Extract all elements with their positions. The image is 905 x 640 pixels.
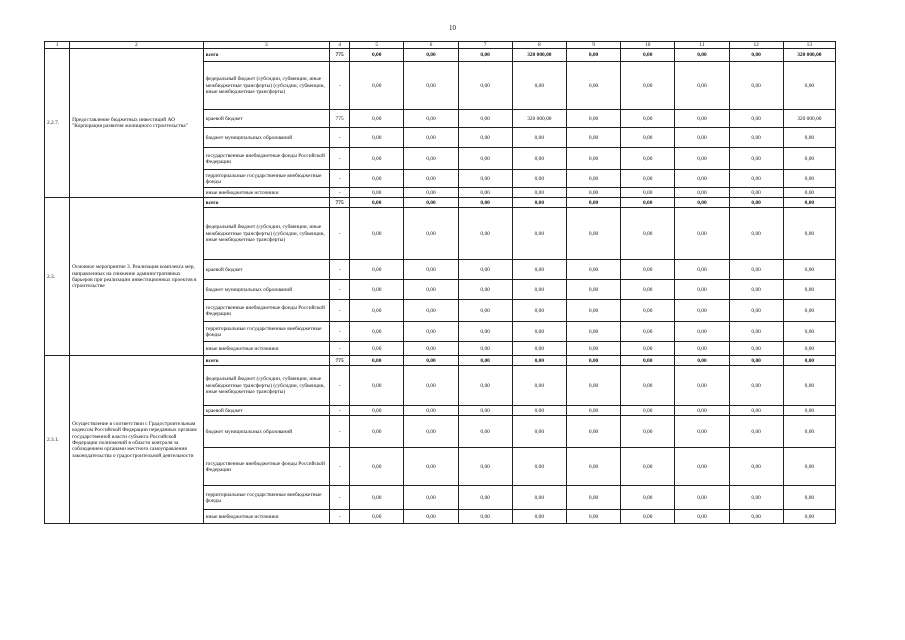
amount-cell: 0,00 bbox=[675, 260, 729, 280]
amount-cell: 0,00 bbox=[783, 148, 835, 170]
amount-cell: 0,00 bbox=[350, 110, 404, 128]
funding-source-label: федеральный бюджет (субсидии, субвенции, иные межбюджетные трансферты) (субсидии, субвенции, иные межбюджетные трансферты) bbox=[203, 62, 329, 110]
funding-source-label: всего bbox=[203, 198, 329, 208]
amount-cell: 0,00 bbox=[404, 188, 458, 198]
amount-cell: 0,00 bbox=[350, 148, 404, 170]
grbs-code-cell: 775 bbox=[330, 49, 350, 62]
amount-cell: 0,00 bbox=[512, 280, 566, 300]
amount-cell: 0,00 bbox=[675, 280, 729, 300]
amount-cell: 0,00 bbox=[458, 128, 512, 148]
amount-cell: 0,00 bbox=[675, 406, 729, 416]
amount-cell: 0,00 bbox=[512, 510, 566, 524]
amount-cell: 0,00 bbox=[512, 356, 566, 366]
budget-table bbox=[44, 41, 836, 524]
amount-cell: 0,00 bbox=[675, 322, 729, 342]
amount-cell: 0,00 bbox=[566, 128, 620, 148]
amount-cell: 0,00 bbox=[783, 416, 835, 448]
amount-cell: 0,00 bbox=[783, 322, 835, 342]
amount-cell: 0,00 bbox=[350, 486, 404, 510]
amount-cell: 0,00 bbox=[512, 366, 566, 406]
amount-cell: 0,00 bbox=[621, 366, 675, 406]
amount-cell: 0,00 bbox=[621, 208, 675, 260]
amount-cell: 0,00 bbox=[404, 280, 458, 300]
column-header: 1 bbox=[45, 42, 70, 49]
amount-cell: 0,00 bbox=[729, 110, 783, 128]
grbs-code-cell: 775 bbox=[330, 198, 350, 208]
amount-cell: 0,00 bbox=[729, 208, 783, 260]
amount-cell: 0,00 bbox=[566, 260, 620, 280]
table-body bbox=[45, 42, 836, 524]
amount-cell: 0,00 bbox=[729, 356, 783, 366]
amount-cell: 0,00 bbox=[783, 406, 835, 416]
amount-cell: 0,00 bbox=[458, 198, 512, 208]
column-header: 13 bbox=[783, 42, 835, 49]
amount-cell: 0,00 bbox=[783, 188, 835, 198]
amount-cell: 0,00 bbox=[404, 49, 458, 62]
amount-cell: 0,00 bbox=[729, 280, 783, 300]
amount-cell: 0,00 bbox=[729, 366, 783, 406]
funding-source-label: краевой бюджет bbox=[203, 406, 329, 416]
amount-cell: 0,00 bbox=[404, 62, 458, 110]
measure-name: Осуществление в соответствии с Градостроительным кодексом Российской Федерации переданных органам государственной власти субъекта Российской Федерации полномочий в области контроля за соблюдением органами местного самоуправления законодательства о градостроительной деятельности bbox=[70, 356, 204, 524]
funding-source-label: иные внебюджетные источники bbox=[203, 342, 329, 356]
amount-cell: 0,00 bbox=[458, 406, 512, 416]
amount-cell: 0,00 bbox=[350, 188, 404, 198]
amount-cell: 0,00 bbox=[783, 486, 835, 510]
amount-cell: 0,00 bbox=[729, 510, 783, 524]
amount-cell: 0,00 bbox=[350, 198, 404, 208]
amount-cell: 0,00 bbox=[404, 510, 458, 524]
grbs-code-cell: - bbox=[330, 448, 350, 486]
column-header: 9 bbox=[566, 42, 620, 49]
column-header: 4 bbox=[330, 42, 350, 49]
column-header: 11 bbox=[675, 42, 729, 49]
amount-cell: 0,00 bbox=[458, 188, 512, 198]
amount-cell: 0,00 bbox=[512, 170, 566, 188]
grbs-code-cell: - bbox=[330, 260, 350, 280]
amount-cell: 0,00 bbox=[512, 188, 566, 198]
amount-cell: 0,00 bbox=[404, 486, 458, 510]
amount-cell: 0,00 bbox=[566, 208, 620, 260]
funding-source-label: федеральный бюджет (субсидии, субвенции, иные межбюджетные трансферты) (субсидии, субвенции, иные межбюджетные трансферты) bbox=[203, 208, 329, 260]
page-number: 10 bbox=[449, 24, 456, 32]
grbs-code-cell: - bbox=[330, 366, 350, 406]
amount-cell: 0,00 bbox=[350, 280, 404, 300]
grbs-code-cell: - bbox=[330, 62, 350, 110]
amount-cell: 0,00 bbox=[404, 416, 458, 448]
amount-cell: 0,00 bbox=[512, 148, 566, 170]
row-code: 2.2.7. bbox=[45, 49, 70, 198]
amount-cell: 320 000,00 bbox=[783, 49, 835, 62]
column-header: 8 bbox=[512, 42, 566, 49]
amount-cell: 0,00 bbox=[621, 198, 675, 208]
amount-cell: 0,00 bbox=[350, 510, 404, 524]
amount-cell: 0,00 bbox=[675, 170, 729, 188]
column-header-row bbox=[45, 42, 836, 49]
amount-cell: 0,00 bbox=[458, 448, 512, 486]
amount-cell: 0,00 bbox=[458, 110, 512, 128]
table-row bbox=[45, 49, 836, 62]
amount-cell: 0,00 bbox=[350, 128, 404, 148]
grbs-code-cell: 775 bbox=[330, 110, 350, 128]
amount-cell: 0,00 bbox=[729, 49, 783, 62]
amount-cell: 0,00 bbox=[675, 366, 729, 406]
amount-cell: 0,00 bbox=[350, 342, 404, 356]
amount-cell: 0,00 bbox=[350, 416, 404, 448]
amount-cell: 0,00 bbox=[621, 342, 675, 356]
amount-cell: 0,00 bbox=[404, 448, 458, 486]
column-header: 10 bbox=[621, 42, 675, 49]
amount-cell: 0,00 bbox=[675, 448, 729, 486]
funding-source-label: государственные внебюджетные фонды Российской Федерации bbox=[203, 448, 329, 486]
amount-cell: 0,00 bbox=[512, 416, 566, 448]
amount-cell: 0,00 bbox=[458, 62, 512, 110]
grbs-code-cell: - bbox=[330, 148, 350, 170]
amount-cell: 0,00 bbox=[458, 260, 512, 280]
amount-cell: 0,00 bbox=[512, 300, 566, 322]
amount-cell: 0,00 bbox=[729, 128, 783, 148]
amount-cell: 0,00 bbox=[675, 148, 729, 170]
funding-source-label: территориальные государственные внебюджетные фонды bbox=[203, 322, 329, 342]
amount-cell: 0,00 bbox=[621, 128, 675, 148]
amount-cell: 0,00 bbox=[729, 406, 783, 416]
column-header: 12 bbox=[729, 42, 783, 49]
funding-source-label: государственные внебюджетные фонды Российской Федерации bbox=[203, 148, 329, 170]
funding-source-label: бюджет муниципальных образований bbox=[203, 280, 329, 300]
amount-cell: 0,00 bbox=[566, 280, 620, 300]
amount-cell: 0,00 bbox=[729, 416, 783, 448]
funding-source-label: государственные внебюджетные фонды Российской Федерации bbox=[203, 300, 329, 322]
column-header: 2 bbox=[70, 42, 204, 49]
amount-cell: 0,00 bbox=[621, 416, 675, 448]
amount-cell: 0,00 bbox=[404, 198, 458, 208]
amount-cell: 0,00 bbox=[404, 322, 458, 342]
amount-cell: 0,00 bbox=[621, 486, 675, 510]
amount-cell: 0,00 bbox=[783, 128, 835, 148]
amount-cell: 0,00 bbox=[621, 300, 675, 322]
amount-cell: 0,00 bbox=[458, 416, 512, 448]
amount-cell: 0,00 bbox=[350, 170, 404, 188]
amount-cell: 0,00 bbox=[729, 62, 783, 110]
grbs-code-cell: - bbox=[330, 128, 350, 148]
amount-cell: 0,00 bbox=[566, 448, 620, 486]
amount-cell: 0,00 bbox=[404, 148, 458, 170]
amount-cell: 0,00 bbox=[458, 300, 512, 322]
amount-cell: 0,00 bbox=[404, 356, 458, 366]
column-header: 7 bbox=[458, 42, 512, 49]
amount-cell: 0,00 bbox=[675, 300, 729, 322]
amount-cell: 0,00 bbox=[512, 208, 566, 260]
amount-cell: 0,00 bbox=[512, 62, 566, 110]
amount-cell: 0,00 bbox=[566, 366, 620, 406]
column-header: 5 bbox=[350, 42, 404, 49]
amount-cell: 320 000,00 bbox=[783, 110, 835, 128]
amount-cell: 0,00 bbox=[621, 188, 675, 198]
amount-cell: 0,00 bbox=[675, 110, 729, 128]
amount-cell: 0,00 bbox=[621, 322, 675, 342]
amount-cell: 0,00 bbox=[566, 170, 620, 188]
amount-cell: 0,00 bbox=[783, 170, 835, 188]
amount-cell: 0,00 bbox=[404, 128, 458, 148]
grbs-code-cell: - bbox=[330, 510, 350, 524]
amount-cell: 0,00 bbox=[675, 128, 729, 148]
amount-cell: 0,00 bbox=[729, 322, 783, 342]
amount-cell: 0,00 bbox=[512, 128, 566, 148]
amount-cell: 0,00 bbox=[675, 416, 729, 448]
funding-source-label: бюджет муниципальных образований bbox=[203, 416, 329, 448]
amount-cell: 0,00 bbox=[512, 322, 566, 342]
amount-cell: 0,00 bbox=[729, 448, 783, 486]
amount-cell: 0,00 bbox=[566, 198, 620, 208]
amount-cell: 0,00 bbox=[404, 300, 458, 322]
amount-cell: 0,00 bbox=[621, 260, 675, 280]
amount-cell: 0,00 bbox=[566, 406, 620, 416]
amount-cell: 0,00 bbox=[783, 62, 835, 110]
amount-cell: 0,00 bbox=[675, 486, 729, 510]
funding-source-label: федеральный бюджет (субсидии, субвенции, иные межбюджетные трансферты) (субсидии, субвенции, иные межбюджетные трансферты) bbox=[203, 366, 329, 406]
amount-cell: 0,00 bbox=[512, 406, 566, 416]
amount-cell: 0,00 bbox=[783, 366, 835, 406]
amount-cell: 0,00 bbox=[566, 322, 620, 342]
amount-cell: 0,00 bbox=[621, 448, 675, 486]
amount-cell: 0,00 bbox=[566, 300, 620, 322]
amount-cell: 0,00 bbox=[729, 188, 783, 198]
grbs-code-cell: - bbox=[330, 416, 350, 448]
amount-cell: 0,00 bbox=[566, 416, 620, 448]
amount-cell: 0,00 bbox=[458, 208, 512, 260]
amount-cell: 0,00 bbox=[512, 448, 566, 486]
amount-cell: 0,00 bbox=[350, 62, 404, 110]
funding-source-label: всего bbox=[203, 356, 329, 366]
amount-cell: 0,00 bbox=[566, 148, 620, 170]
grbs-code-cell: - bbox=[330, 342, 350, 356]
amount-cell: 0,00 bbox=[729, 342, 783, 356]
amount-cell: 0,00 bbox=[350, 300, 404, 322]
funding-source-label: краевой бюджет bbox=[203, 110, 329, 128]
amount-cell: 0,00 bbox=[458, 49, 512, 62]
amount-cell: 0,00 bbox=[675, 49, 729, 62]
amount-cell: 0,00 bbox=[566, 342, 620, 356]
amount-cell: 0,00 bbox=[566, 62, 620, 110]
measure-name: Основное мероприятие 3. Реализация комплекса мер, направленных на снижение административных барьеров при реализации инвестиционных проектов в строительстве bbox=[70, 198, 204, 356]
amount-cell: 320 000,00 bbox=[512, 110, 566, 128]
funding-source-label: бюджет муниципальных образований bbox=[203, 128, 329, 148]
amount-cell: 0,00 bbox=[458, 322, 512, 342]
amount-cell: 0,00 bbox=[350, 49, 404, 62]
amount-cell: 0,00 bbox=[404, 208, 458, 260]
table-row bbox=[45, 198, 836, 208]
amount-cell: 0,00 bbox=[729, 260, 783, 280]
funding-source-label: иные внебюджетные источники bbox=[203, 510, 329, 524]
amount-cell: 0,00 bbox=[350, 366, 404, 406]
amount-cell: 0,00 bbox=[621, 62, 675, 110]
row-code: 2.3. bbox=[45, 198, 70, 356]
amount-cell: 0,00 bbox=[675, 198, 729, 208]
amount-cell: 0,00 bbox=[783, 356, 835, 366]
amount-cell: 0,00 bbox=[783, 260, 835, 280]
amount-cell: 0,00 bbox=[350, 208, 404, 260]
amount-cell: 0,00 bbox=[458, 366, 512, 406]
amount-cell: 0,00 bbox=[621, 280, 675, 300]
funding-source-label: иные внебюджетные источники bbox=[203, 188, 329, 198]
funding-source-label: территориальные государственные внебюджетные фонды bbox=[203, 486, 329, 510]
amount-cell: 0,00 bbox=[783, 208, 835, 260]
amount-cell: 320 000,00 bbox=[512, 49, 566, 62]
amount-cell: 0,00 bbox=[783, 300, 835, 322]
amount-cell: 0,00 bbox=[783, 342, 835, 356]
amount-cell: 0,00 bbox=[458, 170, 512, 188]
amount-cell: 0,00 bbox=[621, 406, 675, 416]
amount-cell: 0,00 bbox=[675, 208, 729, 260]
amount-cell: 0,00 bbox=[404, 110, 458, 128]
amount-cell: 0,00 bbox=[512, 342, 566, 356]
amount-cell: 0,00 bbox=[566, 486, 620, 510]
amount-cell: 0,00 bbox=[512, 198, 566, 208]
amount-cell: 0,00 bbox=[566, 356, 620, 366]
amount-cell: 0,00 bbox=[783, 448, 835, 486]
grbs-code-cell: - bbox=[330, 208, 350, 260]
amount-cell: 0,00 bbox=[566, 510, 620, 524]
grbs-code-cell: - bbox=[330, 300, 350, 322]
amount-cell: 0,00 bbox=[783, 510, 835, 524]
amount-cell: 0,00 bbox=[404, 406, 458, 416]
amount-cell: 0,00 bbox=[783, 280, 835, 300]
amount-cell: 0,00 bbox=[350, 322, 404, 342]
amount-cell: 0,00 bbox=[729, 486, 783, 510]
amount-cell: 0,00 bbox=[350, 260, 404, 280]
amount-cell: 0,00 bbox=[621, 170, 675, 188]
funding-source-label: всего bbox=[203, 49, 329, 62]
amount-cell: 0,00 bbox=[675, 356, 729, 366]
grbs-code-cell: - bbox=[330, 188, 350, 198]
row-code: 2.3.1. bbox=[45, 356, 70, 524]
amount-cell: 0,00 bbox=[621, 110, 675, 128]
funding-source-label: краевой бюджет bbox=[203, 260, 329, 280]
table-row bbox=[45, 356, 836, 366]
amount-cell: 0,00 bbox=[729, 300, 783, 322]
amount-cell: 0,00 bbox=[404, 260, 458, 280]
amount-cell: 0,00 bbox=[675, 342, 729, 356]
amount-cell: 0,00 bbox=[621, 148, 675, 170]
amount-cell: 0,00 bbox=[404, 366, 458, 406]
grbs-code-cell: - bbox=[330, 322, 350, 342]
column-header: 6 bbox=[404, 42, 458, 49]
amount-cell: 0,00 bbox=[458, 510, 512, 524]
amount-cell: 0,00 bbox=[512, 260, 566, 280]
amount-cell: 0,00 bbox=[566, 110, 620, 128]
amount-cell: 0,00 bbox=[458, 356, 512, 366]
amount-cell: 0,00 bbox=[350, 356, 404, 366]
amount-cell: 0,00 bbox=[512, 486, 566, 510]
amount-cell: 0,00 bbox=[458, 486, 512, 510]
amount-cell: 0,00 bbox=[729, 198, 783, 208]
amount-cell: 0,00 bbox=[350, 406, 404, 416]
grbs-code-cell: 775 bbox=[330, 356, 350, 366]
amount-cell: 0,00 bbox=[458, 280, 512, 300]
amount-cell: 0,00 bbox=[566, 188, 620, 198]
amount-cell: 0,00 bbox=[458, 342, 512, 356]
grbs-code-cell: - bbox=[330, 280, 350, 300]
amount-cell: 0,00 bbox=[675, 510, 729, 524]
amount-cell: 0,00 bbox=[783, 198, 835, 208]
column-header: 3 bbox=[203, 42, 329, 49]
amount-cell: 0,00 bbox=[675, 188, 729, 198]
amount-cell: 0,00 bbox=[621, 510, 675, 524]
amount-cell: 0,00 bbox=[621, 49, 675, 62]
amount-cell: 0,00 bbox=[621, 356, 675, 366]
funding-source-label: территориальные государственные внебюджетные фонды bbox=[203, 170, 329, 188]
measure-name: Предоставление бюджетных инвестиций АО "Корпорация развития жилищного строительства" bbox=[70, 49, 204, 198]
amount-cell: 0,00 bbox=[566, 49, 620, 62]
grbs-code-cell: - bbox=[330, 486, 350, 510]
amount-cell: 0,00 bbox=[458, 148, 512, 170]
amount-cell: 0,00 bbox=[729, 148, 783, 170]
grbs-code-cell: - bbox=[330, 170, 350, 188]
amount-cell: 0,00 bbox=[729, 170, 783, 188]
amount-cell: 0,00 bbox=[404, 170, 458, 188]
amount-cell: 0,00 bbox=[404, 342, 458, 356]
grbs-code-cell: - bbox=[330, 406, 350, 416]
amount-cell: 0,00 bbox=[675, 62, 729, 110]
amount-cell: 0,00 bbox=[350, 448, 404, 486]
